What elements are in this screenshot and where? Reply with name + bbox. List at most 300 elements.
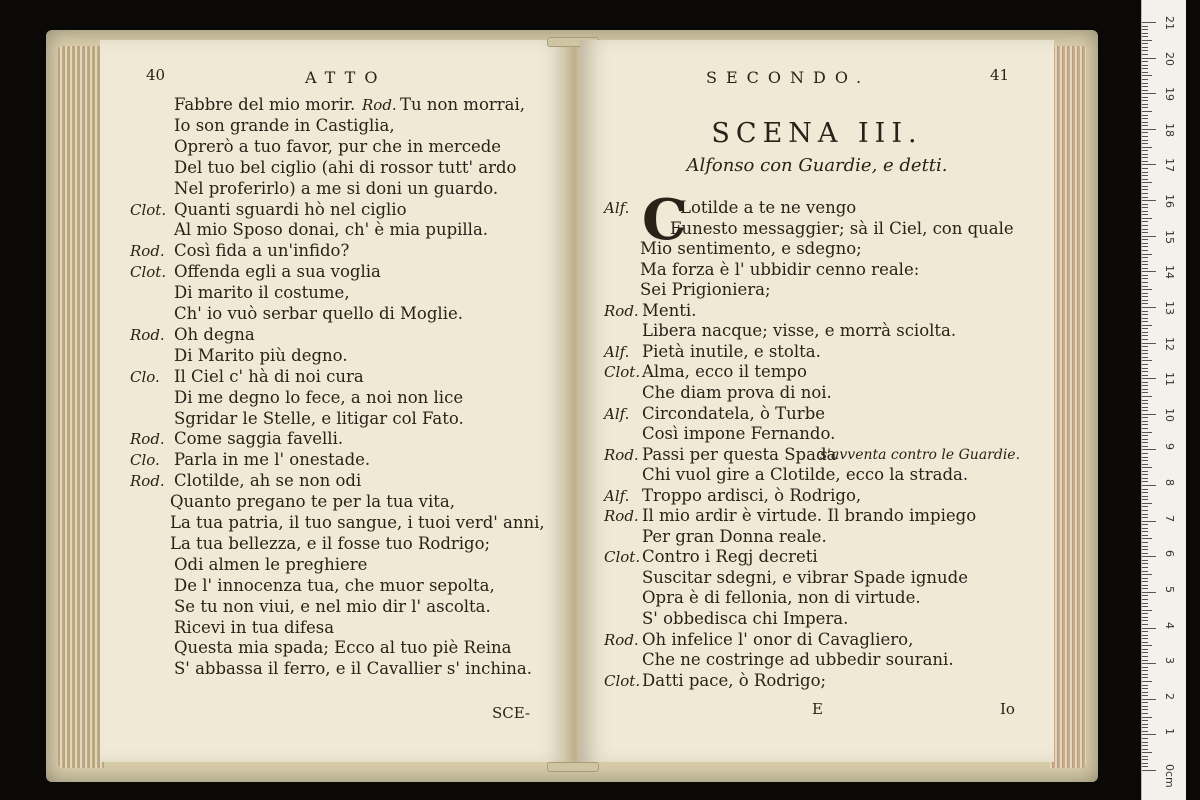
verse-line: Il mio ardir è virtude. Il brando impiego — [642, 506, 977, 526]
ruler-tick — [1142, 197, 1148, 198]
ruler-tick — [1142, 709, 1148, 710]
ruler-tick — [1142, 421, 1148, 422]
ruler-tick — [1142, 392, 1148, 393]
drop-cap: C — [642, 187, 687, 253]
ruler-label: 15 — [1163, 229, 1176, 244]
ruler-tick — [1142, 692, 1148, 693]
ruler-tick — [1142, 667, 1148, 668]
ruler-tick — [1142, 485, 1156, 486]
ruler-tick — [1142, 503, 1152, 504]
ruler-tick — [1142, 506, 1148, 507]
ruler-tick — [1142, 656, 1148, 657]
right-running-head: SECONDO. — [706, 68, 871, 87]
ruler-tick — [1142, 214, 1148, 215]
ruler-tick — [1142, 628, 1156, 629]
ruler-tick — [1142, 97, 1148, 98]
ruler-tick — [1142, 517, 1148, 518]
ruler-tick — [1142, 631, 1148, 632]
ruler-tick — [1142, 560, 1148, 561]
ruler-tick — [1142, 182, 1152, 183]
ruler-tick — [1142, 75, 1152, 76]
verse-line: Quanti sguardi hò nel ciglio — [174, 199, 407, 219]
ruler-tick — [1142, 161, 1148, 162]
ruler-tick — [1142, 218, 1152, 219]
ruler-tick — [1142, 638, 1148, 639]
ruler-tick — [1142, 400, 1148, 401]
ruler-tick — [1142, 649, 1148, 650]
ruler-tick — [1142, 389, 1148, 390]
verse-line: Funesto messaggier; sà il Ciel, con quale — [670, 218, 1014, 238]
ruler-tick — [1142, 442, 1148, 443]
ruler-tick — [1142, 172, 1148, 173]
ruler-tick — [1142, 695, 1148, 696]
ruler-tick — [1142, 674, 1148, 675]
verse-line: Oprerò a tuo favor, pur che in mercede — [174, 136, 502, 156]
ruler-tick — [1142, 111, 1152, 112]
ruler-tick — [1142, 599, 1148, 600]
ruler-tick — [1142, 685, 1148, 686]
ruler-tick — [1142, 745, 1148, 746]
ruler-tick — [1142, 364, 1148, 365]
ruler-label: 1 — [1163, 728, 1176, 736]
verse-line: Tu non morrai, — [400, 95, 526, 114]
ruler-tick — [1142, 293, 1148, 294]
verse-line: Come saggia favelli. — [174, 429, 344, 449]
ruler-tick — [1142, 652, 1148, 653]
ruler-tick — [1142, 742, 1148, 743]
ruler-tick — [1142, 396, 1152, 397]
ruler-tick — [1142, 699, 1156, 700]
verse-line: Mio sentimento, e sdegno; — [640, 239, 862, 259]
verse-line: Contro i Regj decreti — [642, 547, 818, 567]
ruler-tick — [1142, 90, 1148, 91]
ruler-tick — [1142, 481, 1148, 482]
ruler-tick — [1142, 200, 1156, 201]
speaker-label: Rod. — [130, 472, 165, 491]
ruler-tick — [1142, 61, 1148, 62]
ruler-tick — [1142, 610, 1152, 611]
speaker-label: Alf. — [604, 486, 630, 505]
ruler-tick — [1142, 93, 1156, 94]
ruler-tick — [1142, 457, 1148, 458]
ruler-tick — [1142, 385, 1148, 386]
ruler-tick — [1142, 264, 1148, 265]
ruler-tick — [1142, 278, 1148, 279]
ruler-tick — [1142, 311, 1148, 312]
ruler-tick — [1142, 453, 1148, 454]
ruler-tick — [1142, 514, 1148, 515]
ruler-tick — [1142, 474, 1148, 475]
ruler-tick — [1142, 706, 1148, 707]
ruler-tick — [1142, 567, 1148, 568]
ruler-tick — [1142, 624, 1148, 625]
verse-line: Di marito il costume, — [174, 283, 350, 303]
ruler-tick — [1142, 204, 1148, 205]
ruler-tick — [1142, 603, 1148, 604]
verse-line: Suscitar sdegni, e vibrar Spade ignude — [642, 567, 968, 587]
ruler-tick — [1142, 325, 1152, 326]
ruler-tick — [1142, 720, 1148, 721]
ruler-tick — [1142, 524, 1148, 525]
ruler-tick — [1142, 752, 1152, 753]
ruler-tick — [1142, 346, 1148, 347]
left-page-number: 40 — [146, 66, 166, 84]
verse-line: Il Ciel c' hà di noi cura — [174, 366, 364, 386]
verse-line: Ricevi in tua difesa — [174, 617, 335, 637]
verse-line: Menti. — [642, 300, 697, 320]
ruler-tick — [1142, 147, 1152, 148]
ruler-tick — [1142, 332, 1148, 333]
ruler-tick — [1142, 275, 1148, 276]
ruler-tick — [1142, 236, 1156, 237]
ruler-tick — [1142, 307, 1156, 308]
ruler-tick — [1142, 164, 1156, 165]
right-page — [580, 40, 1054, 762]
verse-line: Passi per questa Spada — [642, 444, 837, 464]
ruler-tick — [1142, 43, 1148, 44]
ruler-label: 0cm — [1163, 764, 1176, 788]
ruler-tick — [1142, 22, 1156, 23]
ruler-tick — [1142, 620, 1148, 621]
ruler-tick — [1142, 246, 1148, 247]
ruler-label: 14 — [1163, 265, 1176, 280]
ruler-tick — [1142, 129, 1156, 130]
ruler-tick — [1142, 378, 1156, 379]
ruler-tick — [1142, 26, 1148, 27]
ruler-tick — [1142, 68, 1148, 69]
ruler-tick — [1142, 635, 1148, 636]
ruler-tick — [1142, 759, 1148, 760]
ruler-tick — [1142, 606, 1148, 607]
ruler-tick — [1142, 660, 1148, 661]
scene-title: SCENA III. — [711, 118, 923, 149]
ruler-tick — [1142, 122, 1148, 123]
gathering-mark: Io — [1000, 700, 1015, 718]
ruler-tick — [1142, 136, 1148, 137]
ruler-tick — [1142, 314, 1148, 315]
ruler-tick — [1142, 417, 1148, 418]
ruler-tick — [1142, 738, 1148, 739]
ruler-label: 4 — [1163, 621, 1176, 629]
ruler-tick — [1142, 225, 1148, 226]
ruler-label: 12 — [1163, 336, 1176, 351]
ruler-tick — [1142, 335, 1148, 336]
ruler-tick — [1142, 104, 1148, 105]
ruler-tick — [1142, 677, 1148, 678]
ruler-tick — [1142, 592, 1156, 593]
verse-line: Opra è di fellonia, non di virtude. — [642, 588, 921, 608]
ruler-tick — [1142, 595, 1148, 596]
ruler-tick — [1142, 115, 1148, 116]
ruler-tick — [1142, 403, 1148, 404]
ruler-tick — [1142, 47, 1148, 48]
ruler-tick — [1142, 221, 1148, 222]
ruler-tick — [1142, 193, 1148, 194]
ruler-tick — [1142, 243, 1148, 244]
ruler-tick — [1142, 86, 1148, 87]
ruler-tick — [1142, 107, 1148, 108]
ruler-tick — [1142, 261, 1148, 262]
page-edges-left — [58, 46, 104, 768]
ruler-tick — [1142, 72, 1148, 73]
ruler-tick — [1142, 140, 1148, 141]
speaker-label: Rod. — [130, 242, 165, 261]
measurement-ruler — [1141, 0, 1186, 800]
verse-line: Fabbre del mio morir. — [174, 95, 356, 114]
ruler-tick — [1142, 268, 1148, 269]
speaker-label: Rod. — [604, 507, 639, 526]
verse-line: Clotilde, ah se non odi — [174, 471, 362, 491]
ruler-tick — [1142, 157, 1148, 158]
ruler-tick — [1142, 286, 1148, 287]
ruler-tick — [1142, 328, 1148, 329]
verse-line: De l' innocenza tua, che muor sepolta, — [174, 575, 495, 595]
ruler-tick — [1142, 357, 1148, 358]
ruler-tick — [1142, 318, 1148, 319]
verse-line: Sgridar le Stelle, e litigar col Fato. — [174, 408, 464, 428]
verse-line: Offenda egli a sua voglia — [174, 262, 381, 282]
ruler-tick — [1142, 770, 1156, 771]
ruler-tick — [1142, 118, 1148, 119]
speaker-label: Clot. — [130, 263, 167, 282]
ruler-tick — [1142, 688, 1148, 689]
ruler-tick — [1142, 717, 1152, 718]
ruler-tick — [1142, 766, 1148, 767]
ruler-tick — [1142, 143, 1148, 144]
verse-line: Quanto pregano te per la tua vita, — [170, 492, 455, 512]
ruler-tick — [1142, 410, 1148, 411]
speaker-label: Rod. — [362, 96, 397, 114]
ruler-label: 19 — [1163, 87, 1176, 102]
left-running-head: ATTO — [305, 68, 387, 87]
ruler-label: 20 — [1163, 51, 1176, 66]
ruler-tick — [1142, 414, 1156, 415]
ruler-label: 21 — [1163, 16, 1176, 30]
verse-line: Libera nacque; visse, e morrà sciolta. — [642, 321, 957, 341]
verse-line: Nel proferirlo) a me si doni un guardo. — [174, 178, 499, 198]
speaker-label: Alf. — [604, 199, 630, 217]
ruler-tick — [1142, 467, 1152, 468]
ruler-tick — [1142, 713, 1148, 714]
binding-stitch-bottom — [547, 762, 599, 772]
verse-line: Io son grande in Castiglia, — [174, 115, 395, 135]
speaker-label: Clot. — [130, 200, 167, 219]
verse-line: Datti pace, ò Rodrigo; — [642, 670, 827, 690]
ruler-tick — [1142, 521, 1156, 522]
ruler-tick — [1142, 510, 1148, 511]
ruler-tick — [1142, 663, 1156, 664]
ruler-tick — [1142, 50, 1148, 51]
verse-line: Se tu non viui, e nel mio dir l' ascolta. — [174, 596, 491, 616]
verse-line: Lotilde a te ne vengo — [680, 198, 857, 217]
verse-line: Alma, ecco il tempo — [642, 362, 807, 382]
verse-line: Troppo ardisci, ò Rodrigo, — [642, 485, 862, 505]
speaker-label: Rod. — [604, 630, 639, 649]
ruler-tick — [1142, 186, 1148, 187]
ruler-tick — [1142, 588, 1148, 589]
ruler-tick — [1142, 125, 1148, 126]
ruler-tick — [1142, 432, 1152, 433]
speaker-label: Clo. — [130, 367, 160, 386]
scene-subtitle: Alfonso con Guardie, e detti. — [686, 155, 948, 176]
verse-line: Questa mia spada; Ecco al tuo piè Reina — [174, 638, 512, 658]
ruler-tick — [1142, 727, 1148, 728]
ruler-tick — [1142, 645, 1152, 646]
ruler-tick — [1142, 29, 1148, 30]
ruler-label: 10 — [1163, 407, 1176, 422]
ruler-tick — [1142, 282, 1148, 283]
ruler-tick — [1142, 350, 1148, 351]
ruler-tick — [1142, 289, 1152, 290]
ruler-tick — [1142, 229, 1148, 230]
ruler-label: 9 — [1163, 443, 1176, 451]
ruler-tick — [1142, 424, 1148, 425]
verse-line: Parla in me l' onestade. — [174, 450, 371, 470]
ruler-tick — [1142, 538, 1152, 539]
ruler-tick — [1142, 763, 1148, 764]
ruler-label: 17 — [1163, 158, 1176, 173]
ruler-tick — [1142, 446, 1148, 447]
ruler-tick — [1142, 617, 1148, 618]
ruler-tick — [1142, 339, 1148, 340]
verse-line: Così impone Fernando. — [642, 424, 836, 444]
ruler-tick — [1142, 749, 1148, 750]
ruler-tick — [1142, 702, 1148, 703]
left-catchword: SCE- — [492, 704, 531, 722]
ruler-tick — [1142, 257, 1148, 258]
verse-line: Sei Prigioniera; — [640, 280, 771, 300]
verse-line: Che ne costringe ad ubbedir sourani. — [642, 650, 954, 670]
ruler-tick — [1142, 232, 1148, 233]
speaker-label: Rod. — [604, 445, 639, 464]
ruler-tick — [1142, 535, 1148, 536]
ruler-tick — [1142, 100, 1148, 101]
speaker-label: Rod. — [130, 430, 165, 449]
ruler-tick — [1142, 207, 1148, 208]
ruler-tick — [1142, 578, 1148, 579]
speaker-label: Clot. — [604, 548, 641, 567]
verse-line: Così fida a un'infido? — [174, 241, 350, 261]
ruler-tick — [1142, 150, 1148, 151]
ruler-tick — [1142, 407, 1148, 408]
ruler-tick — [1142, 449, 1156, 450]
speaker-label: Rod. — [130, 325, 165, 344]
ruler-tick — [1142, 556, 1156, 557]
ruler-tick — [1142, 531, 1148, 532]
ruler-tick — [1142, 250, 1148, 251]
verse-line: Di me degno lo fece, a noi non lice — [174, 387, 464, 407]
ruler-label: 5 — [1163, 585, 1176, 593]
right-page-number: 41 — [990, 66, 1010, 84]
ruler-tick — [1142, 542, 1148, 543]
ruler-tick — [1142, 464, 1148, 465]
ruler-tick — [1142, 549, 1148, 550]
verse-line: Chi vuol gire a Clotilde, ecco la strada. — [642, 465, 969, 485]
ruler-tick — [1142, 368, 1148, 369]
ruler-label: 8 — [1163, 479, 1176, 487]
ruler-label: 2 — [1163, 692, 1176, 700]
ruler-tick — [1142, 371, 1148, 372]
ruler-tick — [1142, 563, 1148, 564]
ruler-label: 6 — [1163, 550, 1176, 558]
ruler-label: 11 — [1163, 372, 1176, 387]
verse-line: Che diam prova di noi. — [642, 382, 832, 402]
ruler-tick — [1142, 428, 1148, 429]
ruler-tick — [1142, 132, 1148, 133]
ruler-tick — [1142, 353, 1148, 354]
verse-line: Al mio Sposo donai, ch' è mia pupilla. — [174, 220, 489, 240]
ruler-tick — [1142, 724, 1148, 725]
ruler-tick — [1142, 439, 1148, 440]
ruler-tick — [1142, 574, 1152, 575]
left-page — [100, 40, 570, 762]
ruler-tick — [1142, 496, 1148, 497]
ruler-tick — [1142, 460, 1148, 461]
verse-line: Odi almen le preghiere — [174, 554, 368, 574]
stage-direction: s'avventa contro le Guardie. — [820, 446, 1021, 463]
ruler-tick — [1142, 499, 1148, 500]
ruler-tick — [1142, 492, 1148, 493]
page-edges-right — [1050, 46, 1086, 768]
ruler-tick — [1142, 154, 1148, 155]
ruler-tick — [1142, 33, 1148, 34]
ruler-tick — [1142, 471, 1148, 472]
ruler-tick — [1142, 382, 1148, 383]
ruler-tick — [1142, 553, 1148, 554]
verse-line: Ch' io vuò serbar quello di Moglie. — [174, 304, 463, 323]
ruler-tick — [1142, 585, 1148, 586]
speaker-label: Rod. — [604, 301, 639, 320]
verse-line: La tua bellezza, e il fosse tuo Rodrigo; — [170, 533, 491, 553]
ruler-tick — [1142, 731, 1148, 732]
ruler-tick — [1142, 271, 1156, 272]
ruler-tick — [1142, 321, 1148, 322]
ruler-tick — [1142, 571, 1148, 572]
ruler-tick — [1142, 65, 1148, 66]
verse-line: Di Marito più degno. — [174, 345, 348, 365]
ruler-tick — [1142, 546, 1148, 547]
ruler-tick — [1142, 254, 1152, 255]
speaker-label: Alf. — [604, 404, 630, 423]
ruler-label: 7 — [1163, 514, 1176, 522]
ruler-tick — [1142, 175, 1148, 176]
ruler-tick — [1142, 375, 1148, 376]
verse-line: Circondatela, ò Turbe — [642, 403, 826, 423]
ruler-tick — [1142, 296, 1148, 297]
ruler-tick — [1142, 581, 1148, 582]
ruler-tick — [1142, 179, 1148, 180]
speaker-label: Alf. — [604, 342, 630, 361]
speaker-label: Clot. — [604, 363, 641, 382]
signature-mark: E — [812, 700, 823, 718]
ruler-tick — [1142, 360, 1152, 361]
ruler-tick — [1142, 681, 1152, 682]
ruler-label: 3 — [1163, 657, 1176, 665]
verse-line: Per gran Donna reale. — [642, 526, 827, 546]
ruler-tick — [1142, 528, 1148, 529]
ruler-tick — [1142, 239, 1148, 240]
speaker-label: Clo. — [130, 451, 160, 470]
speaker-label: Clot. — [604, 671, 641, 690]
verse-line: S' obbedisca chi Impera. — [642, 609, 849, 628]
ruler-label: 18 — [1163, 122, 1176, 137]
ruler-tick — [1142, 211, 1148, 212]
ruler-tick — [1142, 478, 1148, 479]
ruler-tick — [1142, 54, 1148, 55]
verse-line: Oh degna — [174, 324, 255, 344]
ruler-tick — [1142, 303, 1148, 304]
ruler-tick — [1142, 489, 1148, 490]
